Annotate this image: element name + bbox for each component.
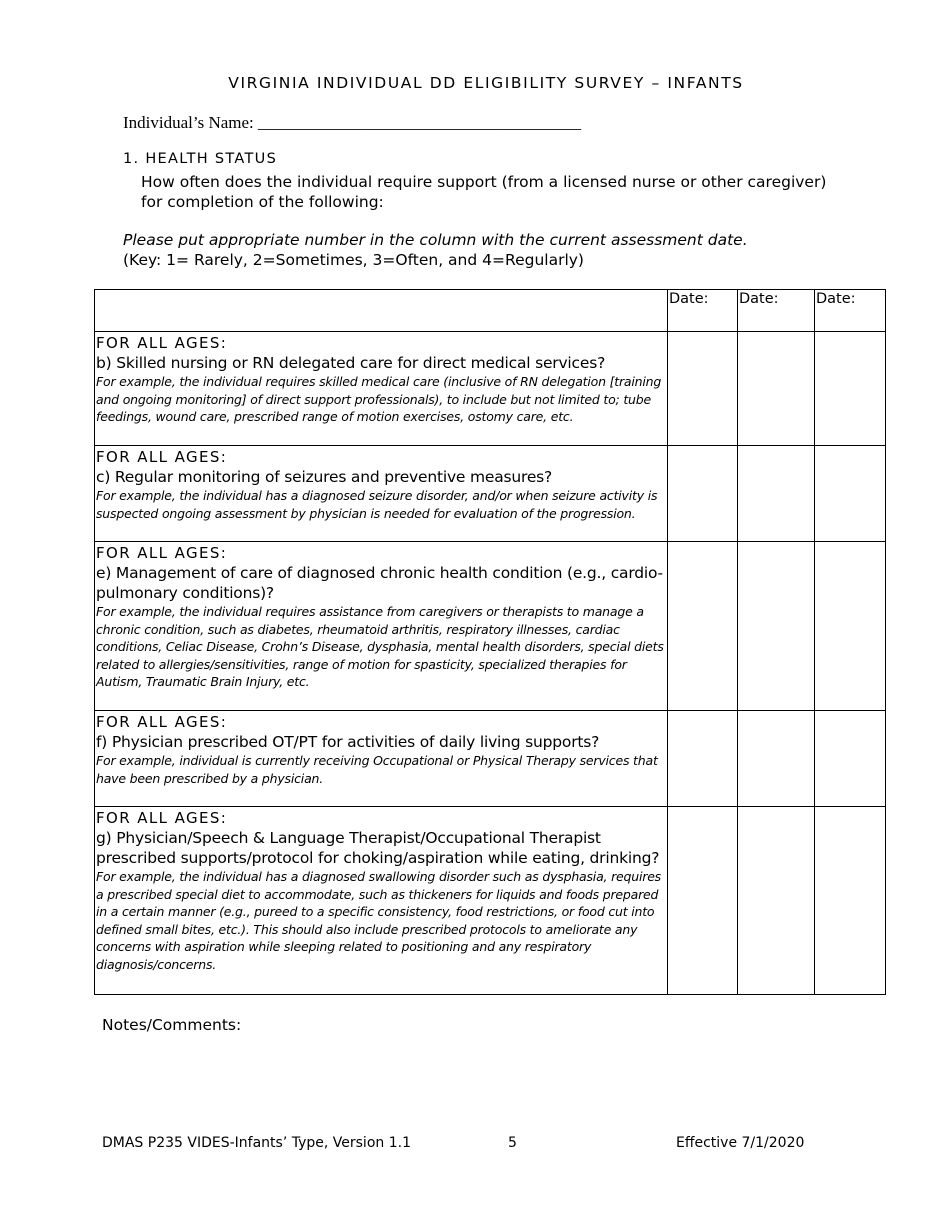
rating-cell[interactable] xyxy=(738,542,815,711)
question-text: f) Physician prescribed OT/PT for activities of daily living supports? xyxy=(96,733,600,751)
footer-effective-date: Effective 7/1/2020 xyxy=(676,1135,805,1151)
rating-cell[interactable] xyxy=(668,542,738,711)
rating-cell[interactable] xyxy=(815,807,886,995)
rating-cell[interactable] xyxy=(668,332,738,446)
rating-key: (Key: 1= Rarely, 2=Sometimes, 3=Often, and 4=Regularly) xyxy=(123,251,584,269)
question-cell xyxy=(95,711,668,807)
footer-form-id: DMAS P235 VIDES-Infants’ Type, Version 1.1 xyxy=(102,1135,411,1151)
question-text: c) Regular monitoring of seizures and preventive measures? xyxy=(96,468,553,486)
example-text: For example, the individual requires skilled medical care (inclusive of RN delegation [training and ongoing monitoring] of direct support professionals), to include but not limited to; tube feedings, wound care, prescribed range of motion exercises, ostomy care, etc. xyxy=(96,374,662,425)
table-row xyxy=(95,332,886,446)
rating-cell[interactable] xyxy=(815,542,886,711)
footer-page-number: 5 xyxy=(508,1135,517,1151)
rating-instruction: Please put appropriate number in the column with the current assessment date. xyxy=(123,231,748,249)
rating-cell[interactable] xyxy=(738,332,815,446)
age-group-label: FOR ALL AGES: xyxy=(96,544,228,562)
name-blank-line: ______________________________________ xyxy=(258,113,582,132)
question-text: g) Physician/Speech & Language Therapist/Occupational Therapist prescribed supports/protocol for choking/aspiration while eating, drinking? xyxy=(96,829,660,867)
table-row xyxy=(95,807,886,995)
table-row xyxy=(95,446,886,542)
rating-cell[interactable] xyxy=(815,446,886,542)
health-status-table xyxy=(94,289,886,995)
question-cell xyxy=(95,807,668,995)
age-group-label: FOR ALL AGES: xyxy=(96,809,228,827)
section-heading: 1. HEALTH STATUS xyxy=(123,151,278,167)
notes-label: Notes/Comments: xyxy=(102,1016,242,1034)
example-text: For example, the individual requires assistance from caregivers or therapists to manage a chronic condition, such as diabetes, rheumatoid arthritis, respiratory illnesses, cardiac conditions, Celiac Disease, Crohn’s Disease, dysphasia, mental health disorders, special diets related to allergies/sensitivities, range of motion for spasticity, specialized therapies for Autism, Traumatic Brain Injury, etc. xyxy=(96,604,664,690)
section-intro: How often does the individual require support (from a licensed nurse or other caregiver) for completion of the following: xyxy=(141,173,827,211)
document-title: VIRGINIA INDIVIDUAL DD ELIGIBILITY SURVEY – INFANTS xyxy=(228,74,744,92)
question-cell xyxy=(95,446,668,542)
date-header-2[interactable]: Date: xyxy=(738,290,815,332)
rating-cell[interactable] xyxy=(668,446,738,542)
rating-cell[interactable] xyxy=(738,711,815,807)
age-group-label: FOR ALL AGES: xyxy=(96,334,228,352)
table-row xyxy=(95,711,886,807)
header-blank-cell xyxy=(95,290,668,332)
date-header-1[interactable]: Date: xyxy=(668,290,738,332)
date-header-3[interactable]: Date: xyxy=(815,290,886,332)
age-group-label: FOR ALL AGES: xyxy=(96,713,228,731)
rating-cell[interactable] xyxy=(738,446,815,542)
example-text: For example, the individual has a diagnosed swallowing disorder such as dysphasia, requires a prescribed special diet to accommodate, such as thickeners for liquids and foods prepared in a certain manner (e.g., pureed to a specific consistency, food restrictions, or food cut into defined small bites, etc.). This should also include prescribed protocols to ameliorate any concerns with aspiration while sleeping related to positioning and any respiratory diagnosis/concerns. xyxy=(96,869,661,972)
question-text: e) Management of care of diagnosed chronic health condition (e.g., cardio-pulmonary conditions)? xyxy=(96,564,663,602)
question-cell xyxy=(95,542,668,711)
table-header-row xyxy=(95,290,886,332)
age-group-label: FOR ALL AGES: xyxy=(96,448,228,466)
name-label: Individual’s Name: xyxy=(123,113,254,132)
question-cell xyxy=(95,332,668,446)
rating-cell[interactable] xyxy=(668,711,738,807)
rating-cell[interactable] xyxy=(815,332,886,446)
individual-name-field[interactable] xyxy=(123,113,581,133)
rating-cell[interactable] xyxy=(815,711,886,807)
example-text: For example, the individual has a diagnosed seizure disorder, and/or when seizure activity is suspected ongoing assessment by physician is needed for evaluation of the progression. xyxy=(96,488,658,521)
rating-cell[interactable] xyxy=(668,807,738,995)
rating-cell[interactable] xyxy=(738,807,815,995)
table-row xyxy=(95,542,886,711)
example-text: For example, individual is currently receiving Occupational or Physical Therapy services that have been prescribed by a physician. xyxy=(96,753,658,786)
question-text: b) Skilled nursing or RN delegated care for direct medical services? xyxy=(96,354,606,372)
